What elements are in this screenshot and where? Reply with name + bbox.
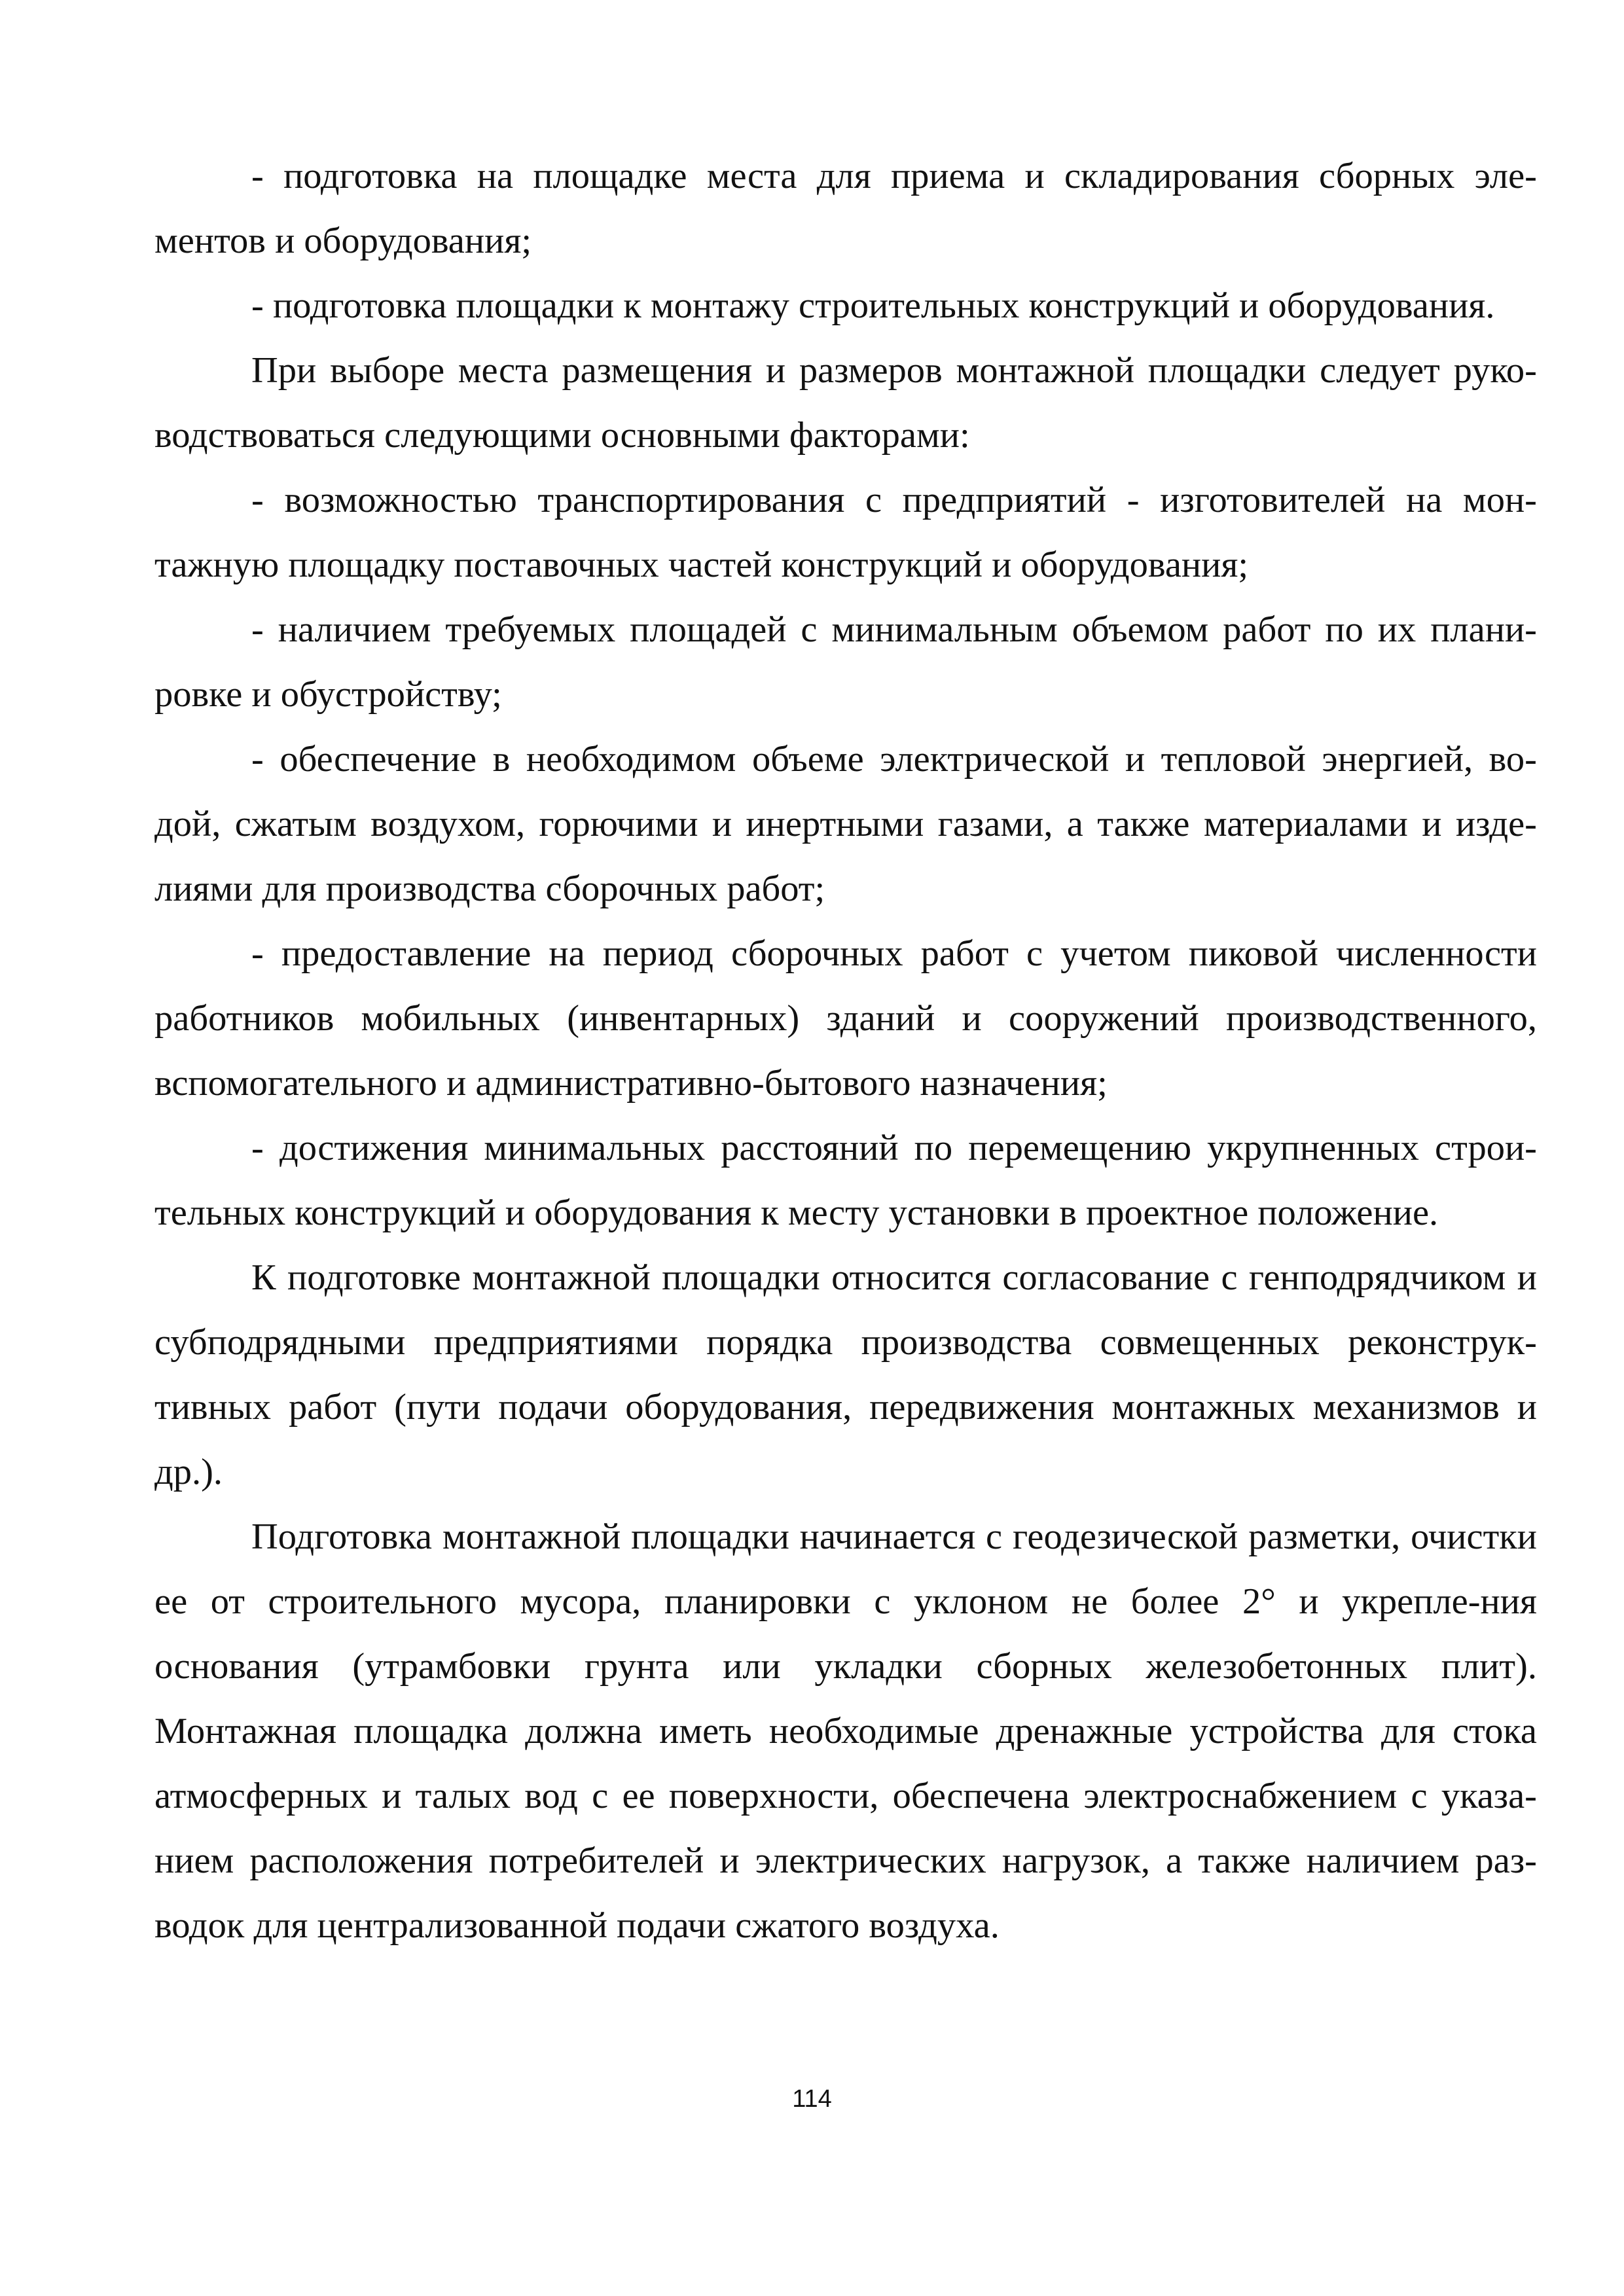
paragraph-list-item: - предоставление на период сборочных работ с учетом пиковой численности работников мобильных (инвентарных) зданий и сооружений производственного, вспомогательного и административно-бытового назначения; [154, 933, 1537, 1103]
paragraph-body: Подготовка монтажной площадки начинается с геодезической разметки, очистки ее от строительного мусора, планировки с уклоном не более 2° и укрепле-ния основания (утрамбовки грунта или укладки сборных железобетонных плит). Монтажная площадка должна иметь необходимые дренажные устройства для стока атмосферных и талых вод с ее поверхности, обеспечена электроснабжением с указа-нием расположения потребителей и электрических нагрузок, а также наличием раз-водок для централизованной подачи сжатого воздуха. [154, 1516, 1537, 1946]
paragraph-intro: При выборе места размещения и размеров монтажной площадки следует руко-водствоваться следующими основными факторами: [154, 350, 1537, 456]
paragraph-list-item: - достижения минимальных расстояний по перемещению укрупненных строи-тельных конструкций и оборудования к месту установки в проектное положение. [154, 1128, 1537, 1233]
paragraph-list-item: - возможностью транспортирования с предприятий - изготовителей на мон-тажную площадку поставочных частей конструкций и оборудования; [154, 480, 1537, 585]
paragraph-list-item: - подготовка площадки к монтажу строительных конструкций и оборудования. [251, 285, 1495, 326]
paragraph-list-item: - наличием требуемых площадей с минимальным объемом работ по их плани-ровке и обустройству; [154, 609, 1537, 715]
page-number: 114 [792, 2085, 832, 2113]
paragraph-list-item: - подготовка на площадке места для приема и складирования сборных эле-ментов и оборудования; [154, 156, 1537, 261]
page-body [154, 144, 1537, 1958]
paragraph-body: К подготовке монтажной площадки относится согласование с генподрядчиком и субподрядными предприятиями порядка производства совмещенных реконструк-тивных работ (пути подачи оборудования, передвижения монтажных механизмов и др.). [154, 1257, 1537, 1492]
paragraph-list-item: - обеспечение в необходимом объеме электрической и тепловой энергией, во-дой, сжатым воздухом, горючими и инертными газами, а также материалами и изде-лиями для производства сборочных работ; [154, 739, 1537, 909]
